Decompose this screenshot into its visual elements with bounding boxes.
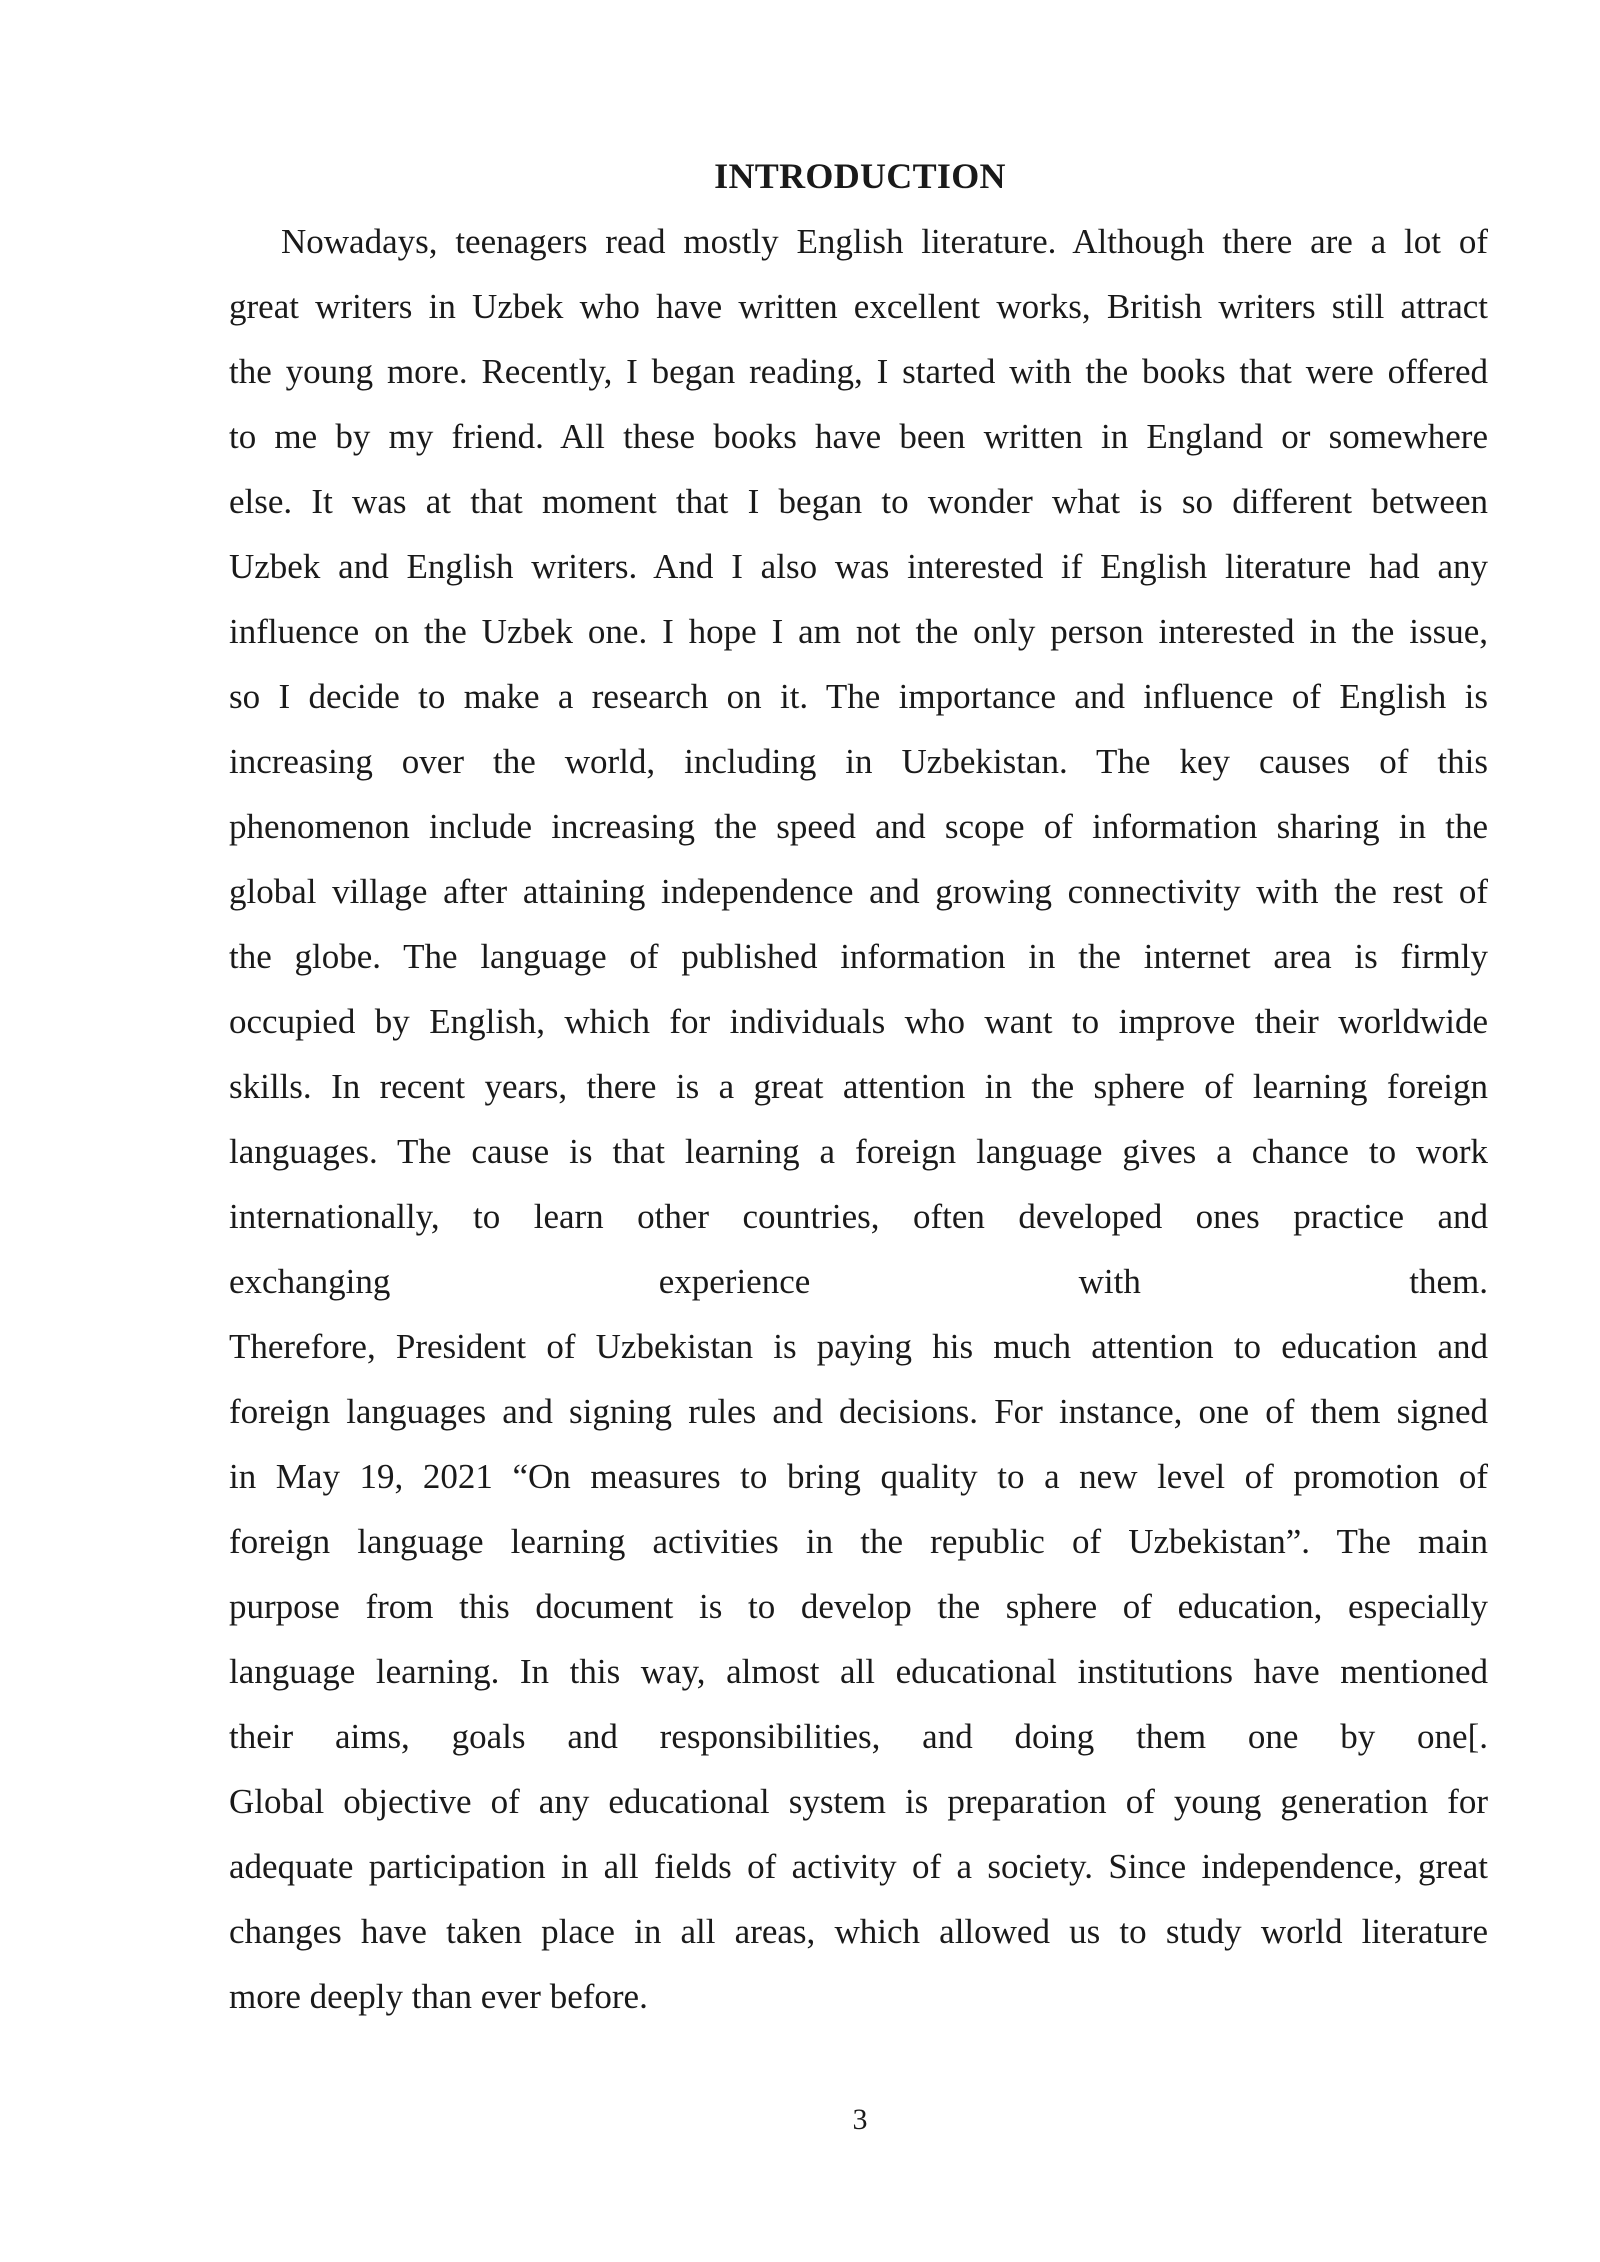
page-title: INTRODUCTION bbox=[714, 156, 1006, 196]
text-line: great writers in Uzbek who have written excellent works, British writers still attract bbox=[229, 287, 1488, 326]
text-line: else. It was at that moment that I began to wonder what is so different between bbox=[229, 482, 1488, 521]
page-number: 3 bbox=[852, 2103, 868, 2136]
text-line: language learning. In this way, almost all educational institutions have mentioned bbox=[229, 1652, 1488, 1691]
text-line: occupied by English, which for individuals who want to improve their worldwide bbox=[229, 1002, 1488, 1041]
text-line: the globe. The language of published information in the internet area is firmly bbox=[229, 937, 1488, 976]
text-line: Global objective of any educational system is preparation of young generation for bbox=[229, 1782, 1488, 1821]
text-line: internationally, to learn other countries, often developed ones practice and bbox=[229, 1197, 1488, 1236]
text-line: adequate participation in all fields of activity of a society. Since independence, great bbox=[229, 1847, 1488, 1886]
text-line: foreign languages and signing rules and decisions. For instance, one of them signed bbox=[229, 1392, 1488, 1431]
text-line: Nowadays, teenagers read mostly English literature. Although there are a lot of bbox=[281, 222, 1488, 261]
text-line: purpose from this document is to develop the sphere of education, especially bbox=[229, 1587, 1488, 1626]
text-line: to me by my friend. All these books have been written in England or somewhere bbox=[229, 417, 1488, 456]
text-line: more deeply than ever before. bbox=[229, 1977, 648, 2016]
text-line: influence on the Uzbek one. I hope I am not the only person interested in the issue, bbox=[229, 612, 1488, 651]
text-line: so I decide to make a research on it. The importance and influence of English is bbox=[229, 677, 1488, 716]
text-line: changes have taken place in all areas, which allowed us to study world literature bbox=[229, 1912, 1488, 1951]
text-line: the young more. Recently, I began reading, I started with the books that were offered bbox=[229, 352, 1488, 391]
text-line: Uzbek and English writers. And I also was interested if English literature had any bbox=[229, 547, 1488, 586]
introduction-paragraph bbox=[229, 209, 1488, 2029]
text-line: foreign language learning activities in the republic of Uzbekistan”. The main bbox=[229, 1522, 1488, 1561]
text-line: exchanging experience with them. bbox=[229, 1262, 1488, 1301]
text-line: global village after attaining independence and growing connectivity with the rest of bbox=[229, 872, 1488, 911]
text-line: languages. The cause is that learning a foreign language gives a chance to work bbox=[229, 1132, 1488, 1171]
text-line: their aims, goals and responsibilities, and doing them one by one[. bbox=[229, 1717, 1488, 1756]
text-line: in May 19, 2021 “On measures to bring quality to a new level of promotion of bbox=[229, 1457, 1488, 1496]
text-line: phenomenon include increasing the speed and scope of information sharing in the bbox=[229, 807, 1488, 846]
text-line: skills. In recent years, there is a great attention in the sphere of learning foreign bbox=[229, 1067, 1488, 1106]
text-line: Therefore, President of Uzbekistan is paying his much attention to education and bbox=[229, 1327, 1488, 1366]
text-line: increasing over the world, including in Uzbekistan. The key causes of this bbox=[229, 742, 1488, 781]
